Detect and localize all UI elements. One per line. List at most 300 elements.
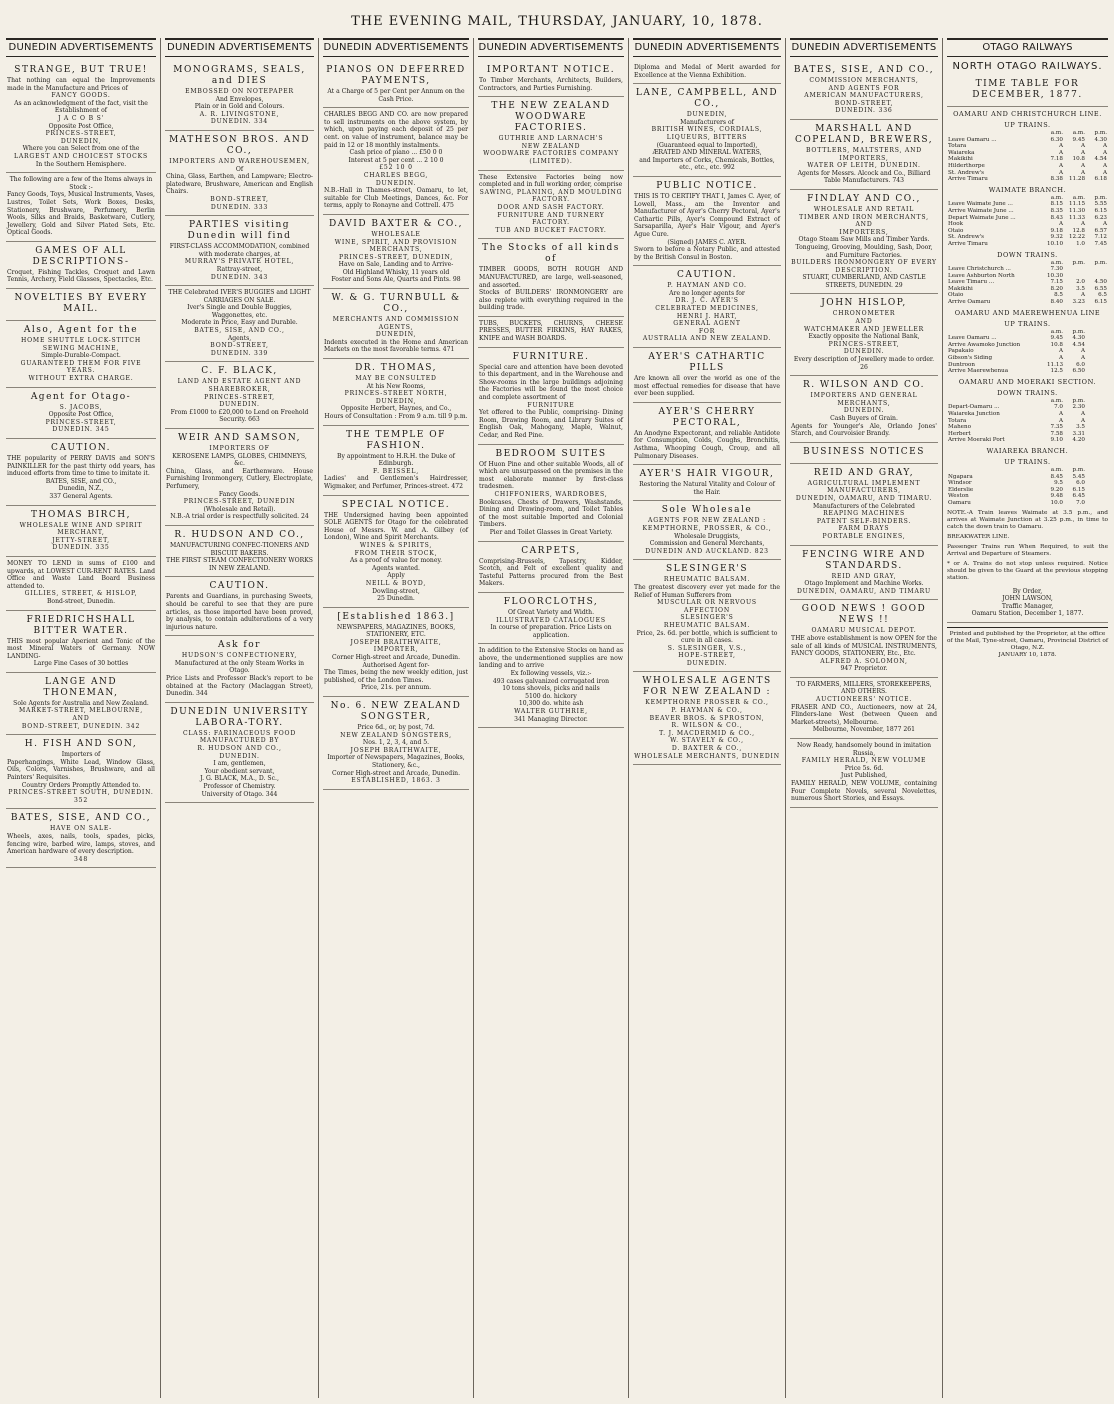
ad-line: As an acknowledgment of the fact, visit the Establishment of	[14, 99, 148, 115]
ad-line: Pier and Toilet Glasses in Great Variety.	[489, 528, 613, 536]
ad-line: BRITISH WINES, CORDIALS, LIQUEURS, BITTERS	[651, 126, 763, 141]
station-name: Otaio	[948, 292, 964, 299]
timetable	[947, 467, 1108, 507]
timetable-row	[947, 362, 1108, 369]
departure-time: 11.30	[1068, 207, 1085, 214]
ad-line: FANCY GOODS.	[51, 92, 111, 100]
timetable-header-row	[947, 329, 1108, 336]
ad-line: REID AND GRAY,	[813, 467, 915, 478]
ad-line: University of Otago. 344	[201, 790, 278, 798]
ad-line: 337 General Agents.	[49, 492, 113, 500]
ad-line: Opposite Post Office,	[48, 122, 114, 130]
departure-time: A	[1058, 169, 1063, 176]
timetable-header-cell: a.m.	[1050, 397, 1063, 404]
advertisement	[633, 266, 781, 348]
timetable-header-cell: p.m.	[1094, 194, 1107, 201]
ad-line: Apply	[387, 572, 405, 580]
advertisement	[790, 678, 938, 739]
ad-line: BOND-STREET,	[210, 195, 269, 203]
ad-line: Indents executed in the Home and American Markets on the most favorable terms. 471	[324, 338, 468, 354]
departure-time: A	[1080, 149, 1085, 156]
departure-time: A	[1058, 149, 1063, 156]
ad-line: FLOORCLOTHS,	[503, 596, 599, 607]
timetable-section-title: WAIAREKA BRANCH.	[986, 446, 1069, 455]
ad-line: Stocks of BUILDERS' IRONMONGERY are also replete with everything required in the building trade.	[479, 289, 623, 312]
timetable-row	[947, 299, 1108, 306]
departure-time: A	[1058, 355, 1063, 362]
station-name: Leave Waimate June ...	[948, 201, 1013, 208]
ad-line: 947 Proprietor.	[840, 665, 888, 673]
timetable-header-row	[947, 260, 1108, 267]
ad-line: Melbourne, November, 1877 261	[812, 726, 916, 734]
station-name: St. Andrew's	[948, 234, 985, 241]
ad-line: OAMARU MUSICAL DEPOT.	[811, 627, 917, 635]
ad-line: CARPETS,	[521, 545, 581, 556]
departure-time: 4.20	[1072, 437, 1085, 444]
timetable-header-cell: p.m.	[1072, 328, 1085, 335]
ad-line: DUNEDIN, OAMARU, AND TIMARU	[797, 587, 931, 595]
ad-line: Also, Agent for the	[23, 325, 139, 336]
ad-line: DUNEDIN. 336	[835, 107, 893, 115]
station-name: Leave Oamaru ...	[948, 136, 997, 143]
ad-line: 10 tons shovels, picks and nails	[502, 685, 600, 693]
ad-line: THE NEW ZEALAND WOODWARE FACTORIES.	[491, 101, 611, 134]
ad-line: Agent for Otago-	[30, 391, 132, 402]
railway-column	[943, 38, 1112, 1398]
ad-line: ÆRATED AND MINERAL WATERS,	[652, 149, 762, 157]
ad-line: THOMAS BIRCH,	[30, 509, 131, 520]
ad-line: PRINCES-STREET, DUNEDIN	[183, 498, 296, 506]
imprint-line: JANUARY 10, 1878.	[998, 651, 1057, 658]
advertisement	[165, 216, 314, 286]
advertisement	[165, 526, 314, 577]
advertisement	[6, 61, 156, 173]
departure-time	[1086, 404, 1108, 411]
departure-time: 5.55	[1094, 201, 1107, 208]
ad-line: CHRONOMETER	[832, 310, 896, 318]
ad-line: STUART, CUMBERLAND, AND CASTLE STREETS, DUNEDIN. 29	[802, 274, 926, 289]
advertisement	[633, 348, 781, 403]
advertisement	[790, 443, 938, 464]
departure-time: 9.10	[1050, 437, 1063, 444]
timetable-row	[947, 150, 1108, 157]
departure-time	[1086, 355, 1108, 362]
ad-line: NOVELTIES BY EVERY MAIL.	[14, 293, 148, 315]
station-name: Arrive Waimate June ...	[948, 207, 1014, 214]
ad-line: DUNEDIN.	[843, 407, 885, 415]
timetable-row	[947, 208, 1108, 215]
departure-time: 6.15	[1094, 299, 1107, 306]
timetable-row	[947, 437, 1108, 444]
ad-line: ALFRED A. SOLOMON,	[820, 657, 908, 665]
timetable-row	[947, 156, 1108, 163]
ad-line: DUNEDIN AND AUCKLAND. 823	[645, 547, 769, 555]
timetable-header-cell: a.m.	[1050, 194, 1063, 201]
ad-line: BUSINESS NOTICES	[803, 446, 925, 457]
timetable-row	[947, 418, 1108, 425]
departure-time: 7.0	[1076, 499, 1085, 506]
advertisement	[323, 496, 469, 608]
ad-line: Ladies' and Gentlemen's Hairdresser, Wigmaker, and Perfumer, Princes-street. 472	[324, 475, 468, 490]
timetable-row	[947, 348, 1108, 355]
ad-line: PATENT SELF-BINDERS.	[816, 517, 912, 525]
departure-time	[1086, 493, 1108, 500]
ad-line: KEMPTHORNE PROSSER & CO.,	[645, 699, 769, 707]
ad-line: W. STAVELY & CO.,	[670, 737, 744, 745]
ad-line: Otago Implement and Machine Works.	[804, 580, 924, 588]
ad-line: BOND-STREET,	[210, 342, 269, 350]
ad-line: DAVID BAXTER & CO.,	[329, 218, 463, 229]
station-name: Gibson's Siding	[948, 355, 993, 362]
ad-line: Nos. 1, 2, 3, 4, and 5.	[362, 739, 430, 747]
timetable	[947, 195, 1108, 248]
ad-line: Bond-street, Dunedin.	[46, 597, 116, 605]
ad-line: AND	[855, 221, 873, 229]
ad-line: WINE, SPIRIT, AND PROVISION MERCHANTS,	[334, 238, 458, 254]
timetable-section-title: OAMARU AND CHRISTCHURCH LINE.	[953, 110, 1102, 118]
ad-line: WHOLESALE MERCHANTS, DUNEDIN	[634, 752, 780, 760]
timetable-row	[947, 335, 1108, 342]
ad-line: MONEY TO LEND in sums of £100 and upwards, at LOWEST CUR-RENT RATES. Land Office and Waste Land Board Business attended to.	[7, 559, 155, 590]
ad-line: MERCHANTS AND COMMISSION AGENTS,	[332, 316, 460, 331]
ad-line: Large Fine Cases of 30 bottles	[33, 660, 129, 668]
ad-line: These Extensive Factories being now completed and in full working order, comprise	[479, 173, 623, 189]
ad-line: NEW ZEALAND	[521, 142, 581, 150]
timetable-header-cell	[947, 398, 1042, 405]
ad-line: Wheels, axes, nails, tools, spades, picks, fencing wire, barbed wire, lamps, stoves, and American hardware of every description.	[7, 833, 155, 856]
ad-line: PRINCES-STREET,	[828, 340, 900, 348]
advertisement	[790, 190, 938, 295]
ad-line: Now Ready, handsomely bound in imitation Russia,	[796, 742, 932, 757]
timetable-header-cell: a.m.	[1072, 130, 1085, 136]
column-heading: DUNEDIN ADVERTISEMENTS	[478, 38, 624, 57]
ad-line: Wholesale Druggists,	[674, 532, 740, 540]
ad-line: Your obedient servant,	[204, 767, 275, 775]
advertisement	[323, 359, 469, 426]
station-name: Herbert	[948, 430, 971, 437]
departure-time: 6.0	[1076, 480, 1085, 487]
departure-time: 6.5	[1098, 292, 1107, 299]
timetable-row	[947, 163, 1108, 170]
railway-note: BREAKWATER LINE.	[947, 533, 1010, 540]
ad-line: Every description of Jewellery made to order. 26	[793, 356, 935, 371]
ad-line: In course of preparation. Price Lists on application.	[490, 624, 612, 639]
departure-time	[1086, 335, 1108, 342]
ad-line: THE FIRST STEAM CONFECTIONERY WORKS IN NEW ZEALAND.	[166, 557, 313, 572]
ad-line: Of	[235, 165, 244, 173]
ad-line: Price, 2s. 6d. per bottle, which is sufficient to cure in all cases.	[636, 629, 778, 645]
ad-line: China, Glass, and Earthenware. House Furnishing Ironmongery, Cutlery, Electroplate, Perfumery,	[166, 467, 313, 490]
advertisement	[790, 120, 938, 190]
timetable-row	[947, 411, 1108, 418]
masthead	[0, 0, 1114, 36]
ad-line: £52 10 0	[379, 164, 413, 172]
advertisement	[6, 611, 156, 673]
timetable-header-cell: p.m.	[1072, 466, 1085, 473]
ad-line: PRINCES-STREET NORTH, DUNEDIN,	[344, 390, 448, 405]
timetable-header-cell	[1086, 398, 1108, 405]
ad-line: Special care and attention have been devoted to this department, and in the Warehouse and Show-rooms in the large buildings adjoining the Factories will be found the most choice and complete assortment of	[479, 363, 623, 402]
departure-time: 7.15	[1050, 279, 1063, 286]
column-heading: DUNEDIN ADVERTISEMENTS	[633, 38, 781, 57]
ad-line: Professor of Chemistry.	[203, 783, 276, 790]
timetable-header-cell	[947, 195, 1042, 202]
advertisement	[6, 557, 156, 611]
ad-line: FAMILY HERALD, NEW VOLUME	[801, 757, 927, 765]
departure-time: 7.45	[1094, 240, 1107, 247]
departure-time: 2.0	[1076, 279, 1085, 286]
departure-time: 12.8	[1072, 227, 1085, 234]
ad-line: TUBS, BUCKETS, CHURNS, CHEESE PRESSES, BUTTER FIRKINS, HAY RAKES, KNIFE and WASH BOARDS.	[479, 319, 623, 343]
ad-line: The greatest discovery ever yet made for the Relief of Human Sufferers from	[634, 583, 780, 599]
ad-line: HENRI J. HART,	[676, 312, 738, 320]
signature-line: Oamaru Station, December 1, 1877.	[971, 610, 1084, 618]
ad-line: PUBLIC NOTICE.	[656, 180, 758, 191]
departure-time: 6.50	[1072, 368, 1085, 375]
ad-line: The following are a few of the Items always in Stock :-	[9, 176, 153, 191]
ad-line: FARM DRAYS	[838, 525, 890, 533]
station-name: Ngapara	[948, 473, 973, 480]
ad-line: T. J. MACDERMID & CO.,	[659, 729, 755, 737]
ad-line: I am, gentlemen,	[213, 760, 266, 768]
ad-line: JOSEPH BRAITHWAITE,	[350, 638, 442, 646]
ad-line: BOND-STREET, DUNEDIN. 342	[21, 722, 141, 730]
ad-line: Opposite Herbert, Haynes, and Co.,	[340, 405, 452, 413]
ad-line: RHEUMATIC BALSAM.	[663, 621, 751, 629]
departure-time: A	[1058, 417, 1063, 424]
ad-line: In addition to the Extensive Stocks on hand as above, the undermentioned supplies are now landing and to arrive	[479, 647, 623, 670]
ad-line: AUSTRALIA AND NEW ZEALAND.	[642, 335, 772, 343]
ad-line: Parents and Guardians, in purchasing Sweets, should be careful to see that they are pure articles, as those imported have been proved, by analysis, to contain adulterations of a very injurious nature.	[166, 593, 313, 631]
ad-line: AND	[72, 715, 90, 723]
ad-line: THIS most popular Aperient and Tonic of the most Mineral Waters of Germany. NOW LANDING-	[7, 637, 155, 660]
departure-time: 4.30	[1072, 335, 1085, 342]
column-heading: DUNEDIN ADVERTISEMENTS	[165, 38, 314, 57]
ad-line: AYER'S CATHARTIC PILLS	[648, 352, 766, 374]
advertisement	[790, 61, 938, 120]
station-name: Weston	[948, 493, 969, 500]
ad-line: ILLUSTRATED CATALOGUES	[496, 616, 606, 624]
departure-time: 6.30	[1050, 136, 1063, 143]
ad-line: REAPING MACHINES	[823, 510, 905, 518]
ad-line: IMPORTERS,	[839, 228, 889, 236]
ad-line: F. BEISSEL,	[373, 467, 419, 475]
ad-line: DUNEDIN,	[686, 111, 728, 119]
ad-line: Are known all over the world as one of the most effectual remedies for disease that have ever been supplied.	[634, 375, 780, 398]
station-name: Hook	[948, 221, 964, 228]
ad-line: The Stocks of all kinds of	[482, 243, 620, 265]
timetable-header-cell: p.m.	[1094, 259, 1107, 266]
timetable-row	[947, 273, 1108, 280]
ad-line: THE popularity of PERRY DAVIS and SON'S PAINKILLER for the past thirty odd years, has induced efforts from time to time to imitate it.	[7, 455, 155, 478]
signature-line: JOHN LAWSON,	[1002, 595, 1053, 603]
departure-time: 8.38	[1050, 176, 1063, 183]
timetable-section-title: OAMARU AND MOERAKI SECTION.	[958, 377, 1097, 386]
departure-time: A	[1102, 221, 1107, 228]
ad-line: N.B.-A trial order is respectfully solicited. 24	[170, 513, 309, 521]
ad-line: DUNEDIN. 339	[210, 349, 269, 357]
ad-line: WHOLESALE WINE AND SPIRIT	[19, 521, 143, 529]
ad-line: Importer of Newspapers, Magazines, Books, Stationery, &c.,	[327, 754, 465, 769]
timetable-direction: DOWN TRAINS.	[997, 388, 1058, 397]
departure-time: A	[1058, 162, 1063, 169]
ad-line: Agents,	[227, 334, 252, 342]
ad-line: Fancy Goods.	[218, 490, 261, 498]
ad-line: Manufacturers of the Celebrated	[813, 502, 915, 510]
departure-time: 8.35	[1050, 207, 1063, 214]
departure-time: 8.43	[1050, 214, 1063, 221]
departure-time: 6.45	[1072, 493, 1085, 500]
departure-time: 11.28	[1068, 176, 1085, 183]
departure-time: A	[1080, 143, 1085, 150]
departure-time: 9.20	[1050, 486, 1063, 493]
ad-line: An Anodyne Expectorant, and reliable Antidote for Consumption, Colds, Coughs, Bronchitis, Asthma, Whooping Cough, Croup, and all Pulmonary Diseases.	[634, 429, 780, 460]
departure-time: A	[1080, 348, 1085, 355]
departure-time: A	[1102, 149, 1107, 156]
ad-line: Paperhangings, White Lead, Window Glass, Oils, Colors, Varnishes, Brushware, and all Painters' Requisites.	[7, 758, 155, 782]
ad-line: BUILDERS IRONMONGERY OF EVERY DESCRIPTION.	[791, 259, 937, 274]
ad-line: Just Published,	[840, 772, 888, 780]
ad-line: In the Southern Hemisphere.	[35, 160, 127, 168]
ad-line: PORTABLE ENGINES,	[822, 532, 906, 540]
timetable-header-cell: p.m.	[1072, 259, 1085, 266]
station-name: Arrive Timaru	[948, 176, 988, 183]
departure-time: 12.22	[1068, 234, 1085, 241]
departure-time: A	[1080, 355, 1085, 362]
ad-line: NEW ZEALAND SONGSTERS,	[340, 731, 452, 739]
ad-line: STRANGE, BUT TRUE!	[14, 65, 148, 75]
ad-line: KEMPTHORNE, PROSSER, & CO.,	[642, 524, 772, 532]
advertisement	[633, 501, 781, 560]
departure-time: A	[1058, 348, 1063, 355]
ad-line: LANGE AND THONEMAN,	[43, 676, 119, 698]
advertisement	[6, 735, 156, 809]
timetable-header-cell	[1086, 467, 1108, 474]
station-name: Arrive Moeraki Port	[948, 437, 1005, 444]
advertisement	[323, 697, 469, 790]
ad-line: MAY BE CONSULTED	[355, 375, 437, 383]
timetable-row	[947, 424, 1108, 431]
timetable-intro: TIME TABLE FOR DECEMBER, 1877.	[947, 75, 1108, 107]
ad-line: 25 Dunedin.	[377, 595, 415, 603]
ad-line: BATES, SISE, AND CO.,	[10, 813, 152, 824]
ad-line: BOND-STREET,	[834, 99, 894, 107]
ad-line: MONOGRAMS, SEALS, and DIES	[173, 65, 306, 86]
ad-line: R. WILSON AND CO.	[802, 380, 926, 391]
timetable-row	[947, 404, 1108, 411]
ad-line: LAND AND ESTATE AGENT AND	[177, 378, 302, 386]
ad-line: Where you can Select from one of the	[22, 145, 140, 153]
ad-line: ESTABLISHED, 1863. 3	[351, 777, 441, 785]
ad-line: CAUTION.	[209, 581, 270, 592]
departure-time: 7.35	[1050, 424, 1063, 431]
advertisement	[6, 388, 156, 439]
station-name: Depart-Oamaru ...	[948, 404, 1000, 411]
departure-time: 6.0	[1076, 361, 1085, 368]
timetable-header-cell: a.m.	[1072, 194, 1085, 201]
ad-line: FRASER AND CO., Auctioneers, now at 24, Flinders-lane West (between Queen and Market-streets), Melbourne.	[791, 703, 937, 726]
ad-line: Manufactured at the only Steam Works in Otago.	[174, 659, 305, 675]
ad-line: MUSCULAR OR NERVOUS AFFECTION	[657, 599, 757, 614]
ad-line: FENCING WIRE AND STANDARDS.	[802, 549, 926, 571]
departure-time: A	[1080, 292, 1085, 299]
timetable-row	[947, 431, 1108, 438]
departure-time: 9.48	[1050, 493, 1063, 500]
advertisement	[6, 439, 156, 506]
departure-time: 1.0	[1076, 240, 1085, 247]
ad-line: PRINCES-STREET, DUNEDIN,	[339, 253, 453, 261]
ad-line: AND AGENTS FOR	[828, 84, 900, 92]
ad-line: FURNITURE AND TURNERY FACTORY.	[497, 211, 605, 227]
railway-notes	[947, 510, 1108, 582]
ad-line: DUNEDIN.	[219, 401, 260, 409]
ad-line: AYER'S CHERRY PECTORAL,	[658, 406, 756, 428]
advertisement	[323, 61, 469, 108]
ad-line: MARKET-STREET, MELBOURNE,	[18, 707, 144, 715]
ad-line: C. F. BLACK,	[201, 366, 278, 377]
ad-line: Cash price of piano ... £50 0 0	[349, 149, 443, 157]
ad-line: AYER'S HAIR VIGOUR,	[639, 469, 775, 480]
departure-time: 6.15	[1072, 486, 1085, 493]
ad-line: BATES, SISE, and CO.,	[45, 477, 117, 485]
station-name: Leave Christchurch ...	[948, 266, 1011, 273]
ad-line: WOODWARE FACTORIES COMPANY	[483, 150, 619, 158]
departure-time: 4.50	[1094, 279, 1107, 286]
ad-line: Croquet, Fishing Tackles, Croquet and Lawn Tennis, Archery, Field Glasses, Spectacles, Etc.	[7, 268, 155, 284]
ad-line: TO FARMERS, MILLERS, STOREKEEPERS, AND OTHERS.	[796, 680, 932, 696]
departure-time	[1086, 273, 1108, 280]
departure-time	[1086, 437, 1108, 444]
ad-line: LARGEST AND CHOICEST STOCKS	[14, 152, 148, 160]
departure-time: 8.45	[1050, 473, 1063, 480]
advertisement	[790, 739, 938, 808]
ad-line: CHIFFONIERS, WARDROBES,	[494, 490, 608, 498]
ad-line: CHARLES BEGG AND CO. are now prepared to sell instruments on the above system, by which, upon paying each deposit of 25 per cent. on value of instrument, balance may be paid in 12 or 18 monthly instalments.	[324, 111, 468, 149]
timetable-row	[947, 215, 1108, 222]
ad-line: COMMISSION MERCHANTS,	[809, 77, 919, 84]
ad-line: WHOLESALE	[371, 230, 421, 238]
departure-time: A	[1080, 417, 1085, 424]
column-heading: DUNEDIN ADVERTISEMENTS	[6, 38, 156, 57]
departure-time: 8.15	[1050, 201, 1063, 208]
advertisement	[478, 171, 624, 240]
ad-line: To Timber Merchants, Architects, Builders, Contractors, and Parties Furnishing.	[479, 77, 623, 92]
departure-time	[1086, 424, 1108, 431]
advertisement	[478, 239, 624, 317]
departure-time: 9.32	[1050, 234, 1063, 241]
departure-time: A	[1080, 169, 1085, 176]
departure-time: 6.55	[1094, 285, 1107, 292]
departure-time: 7.30	[1050, 266, 1063, 273]
departure-time	[1086, 266, 1108, 273]
ad-line: A. R. LIVINGSTONE,	[199, 110, 280, 118]
departure-time: 2.30	[1072, 404, 1085, 411]
timetable-header-row	[947, 195, 1108, 202]
ad-column	[319, 38, 474, 1398]
ad-line: MATHESON BROS. AND CO.,	[169, 134, 310, 156]
departure-time: A	[1058, 411, 1063, 417]
departure-time: 7.18	[1050, 156, 1063, 163]
timetable-header-cell	[947, 260, 1042, 267]
advertisement	[790, 600, 938, 678]
ad-line: Agents for Messrs. Alcock and Co., Billiard Table Manufacturers. 743	[797, 169, 931, 185]
ad-line: SLESINGER'S	[666, 564, 748, 575]
ad-line: Interest at 5 per cent ... 2 10 0	[348, 156, 444, 164]
station-name: Arrive Maerewhenua	[948, 368, 1009, 375]
ad-line: MANUFACTURED BY	[199, 737, 280, 745]
ad-line: CLASS: FARINACEOUS FOOD	[182, 729, 297, 737]
ad-line: Price 6d., or, by post, 7d.	[357, 724, 435, 732]
